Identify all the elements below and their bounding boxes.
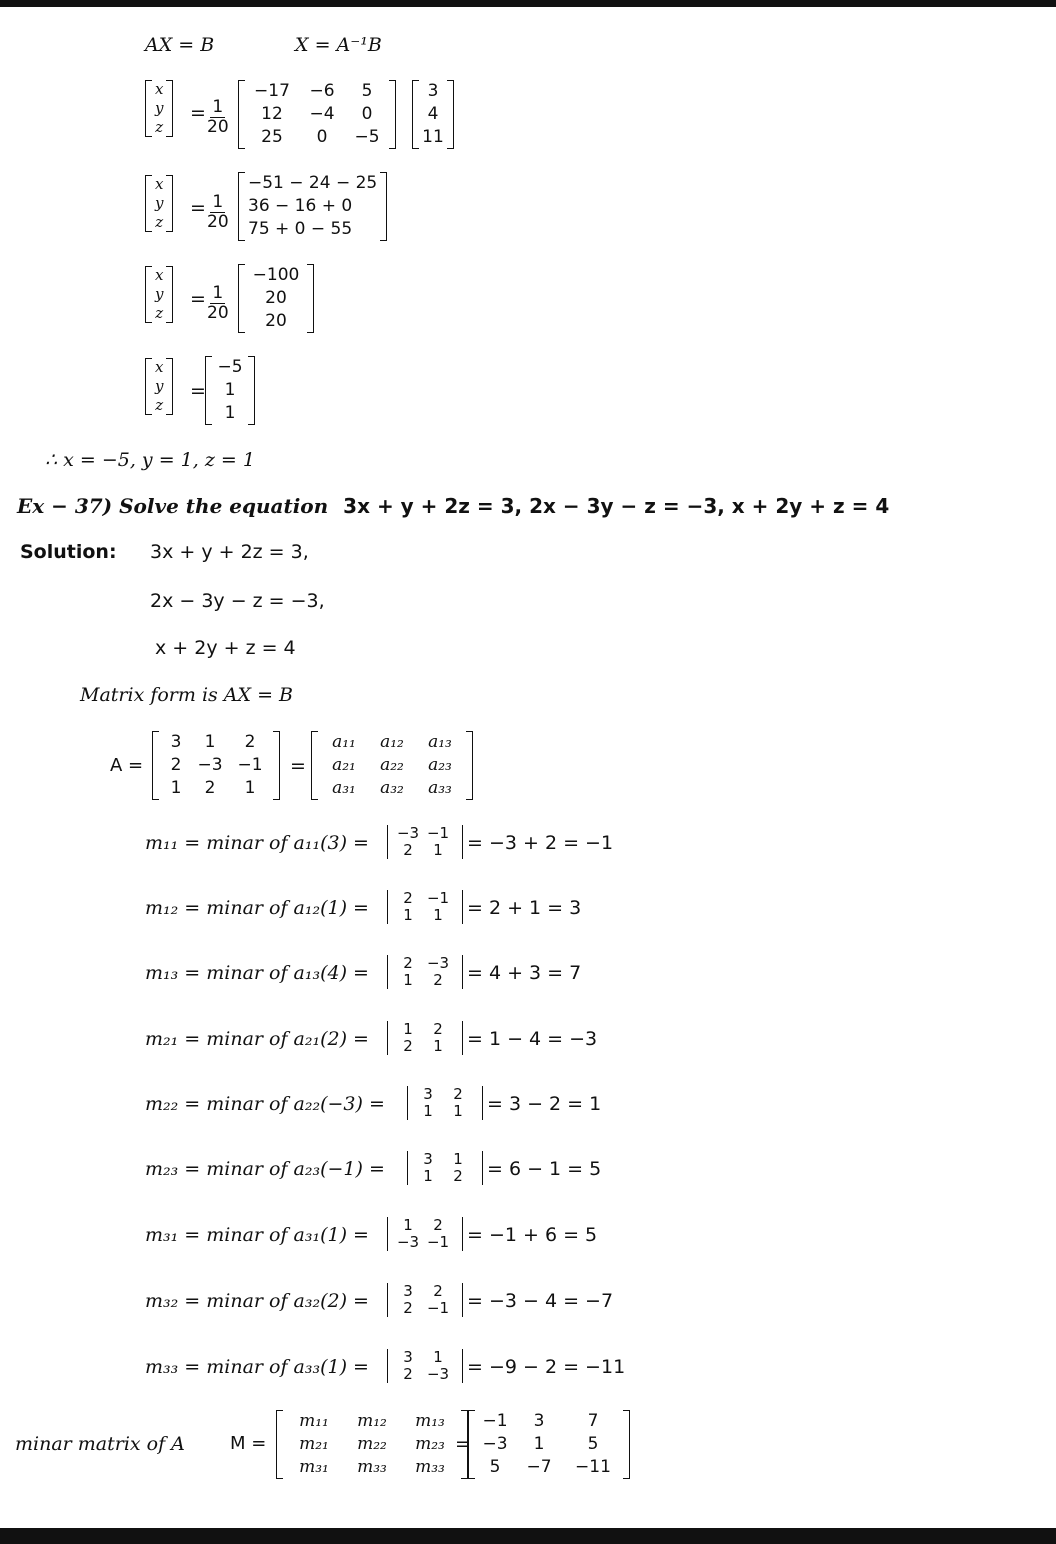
- matrix-cell: a₃₃: [428, 778, 452, 798]
- matrix-cell: a₁₃: [428, 732, 452, 752]
- matrix-cell: 3: [533, 1411, 545, 1431]
- equals-sign: =: [190, 102, 206, 124]
- determinant-cell: −3: [426, 954, 450, 972]
- column-entry: y: [155, 194, 164, 212]
- matrix-cell: 2: [204, 778, 216, 798]
- determinant-cell: 1: [423, 1167, 433, 1185]
- determinant-cell: 1: [433, 1348, 443, 1366]
- column-entry: y: [155, 285, 164, 303]
- fraction-1-20: $\frac{1}{20}$: [207, 283, 229, 323]
- fraction-1-20: $\frac{1}{20}$: [207, 97, 229, 137]
- minor-determinant: [387, 890, 463, 924]
- solution-label: Solution:: [20, 541, 117, 563]
- column-entry: 3: [427, 81, 439, 101]
- equals-sign: =: [190, 197, 206, 219]
- determinant-cell: 2: [403, 1299, 413, 1317]
- determinant-cell: 2: [433, 1282, 443, 1300]
- matrix-cell: 3: [170, 732, 182, 752]
- determinant-cell: 1: [403, 1216, 413, 1234]
- minor-lhs: m₂₃ = minar of a₂₃(−1) =: [145, 1158, 385, 1180]
- equals-sign: =: [190, 288, 206, 310]
- minor-lhs: m₁₃ = minar of a₁₃(4) =: [145, 962, 369, 984]
- determinant-cell: 2: [433, 1020, 443, 1038]
- determinant-cell: 2: [403, 889, 413, 907]
- minor-determinant: [387, 1283, 463, 1317]
- determinant-cell: 2: [453, 1085, 463, 1103]
- minor-lhs: m₃₂ = minar of a₃₂(2) =: [145, 1290, 369, 1312]
- minor-rhs: = 4 + 3 = 7: [467, 962, 582, 984]
- m-label: M =: [230, 1433, 267, 1454]
- matrix-cell: m₃₃: [415, 1457, 445, 1477]
- matrix-cell: 12: [261, 104, 283, 124]
- determinant-cell: −1: [426, 889, 450, 907]
- matrix-cell: m₂₃: [415, 1434, 445, 1454]
- minor-lhs: m₂₁ = minar of a₂₁(2) =: [145, 1028, 369, 1050]
- solution-equation-1: 3x + y + 2z = 3,: [150, 541, 309, 563]
- determinant-cell: 1: [433, 906, 443, 924]
- column-entry: 1: [224, 403, 236, 423]
- determinant-cell: −3: [396, 824, 420, 842]
- adjoint-matrix: [238, 80, 396, 149]
- minor-rhs: = −3 + 2 = −1: [467, 832, 614, 854]
- matrix-cell: m₂₁: [299, 1434, 329, 1454]
- matrix-cell: 2: [170, 755, 182, 775]
- minor-determinant: [387, 1217, 463, 1251]
- solution-column: [205, 356, 255, 425]
- determinant-cell: 1: [403, 906, 413, 924]
- b-vector: [412, 80, 454, 149]
- minor-lhs: m₁₂ = minar of a₁₂(1) =: [145, 897, 369, 919]
- matrix-cell: −3: [482, 1434, 508, 1454]
- fraction-1-20: $\frac{1}{20}$: [207, 192, 229, 232]
- equals-sign: =: [455, 1433, 471, 1455]
- matrix-cell: 5: [489, 1457, 501, 1477]
- matrix-a-values: [152, 731, 280, 800]
- bottom-border: [0, 1528, 1056, 1544]
- determinant-cell: −3: [396, 1233, 420, 1251]
- matrix-cell: 1: [170, 778, 182, 798]
- xyz-vector-2: [145, 175, 173, 232]
- matrix-a-label: A =: [110, 755, 144, 776]
- determinant-cell: 1: [453, 1150, 463, 1168]
- matrix-cell: −6: [309, 81, 335, 101]
- determinant-cell: −1: [426, 1299, 450, 1317]
- solution-equation-2: 2x − 3y − z = −3,: [150, 590, 325, 612]
- column-entry: 75 + 0 − 55: [248, 219, 353, 239]
- determinant-cell: 2: [403, 841, 413, 859]
- equals-sign: =: [190, 380, 206, 402]
- example-heading: Ex − 37) Solve the equation 3x + y + 2z = 3, 2x − 3y − z = −3, x + 2y + z = 4: [17, 494, 890, 518]
- determinant-cell: 1: [403, 1020, 413, 1038]
- matrix-cell: 0: [361, 104, 373, 124]
- determinant-cell: 2: [433, 1216, 443, 1234]
- matrix-cell: m₁₃: [415, 1411, 445, 1431]
- minor-rhs: = 6 − 1 = 5: [487, 1158, 602, 1180]
- matrix-cell: m₃₃: [357, 1457, 387, 1477]
- column-entry: 20: [265, 288, 287, 308]
- minor-determinant: [387, 1021, 463, 1055]
- determinant-cell: 2: [403, 954, 413, 972]
- matrix-cell: −5: [354, 127, 380, 147]
- matrix-cell: a₂₂: [380, 755, 404, 775]
- minor-determinant: [407, 1151, 483, 1185]
- matrix-cell: a₂₁: [332, 755, 356, 775]
- column-entry: x: [155, 266, 164, 284]
- column-entry: z: [155, 118, 164, 136]
- matrix-cell: 7: [587, 1411, 599, 1431]
- column-entry: x: [155, 358, 164, 376]
- equation-x-inverse: X = A⁻¹B: [295, 34, 382, 56]
- column-entry: 20: [265, 311, 287, 331]
- determinant-cell: 2: [453, 1167, 463, 1185]
- matrix-cell: a₃₁: [332, 778, 356, 798]
- minor-lhs: m₁₁ = minar of a₁₁(3) =: [145, 832, 369, 854]
- determinant-cell: 1: [433, 841, 443, 859]
- determinant-cell: 2: [403, 1037, 413, 1055]
- determinant-cell: 2: [403, 1365, 413, 1383]
- matrix-cell: 1: [244, 778, 256, 798]
- matrix-cell: a₁₂: [380, 732, 404, 752]
- matrix-cell: m₃₁: [299, 1457, 329, 1477]
- equals-sign: =: [290, 755, 306, 777]
- matrix-cell: 25: [261, 127, 283, 147]
- xyz-vector-1: [145, 80, 173, 137]
- determinant-cell: 3: [423, 1150, 433, 1168]
- minor-rhs: = 3 − 2 = 1: [487, 1093, 602, 1115]
- matrix-cell: −17: [254, 81, 290, 101]
- minor-determinant: [407, 1086, 483, 1120]
- determinant-cell: −1: [426, 1233, 450, 1251]
- column-entry: 11: [422, 127, 444, 147]
- determinant-cell: 3: [423, 1085, 433, 1103]
- matrix-cell: 1: [533, 1434, 545, 1454]
- matrix-cell: −1: [482, 1411, 508, 1431]
- column-entry: x: [155, 80, 164, 98]
- matrix-cell: 1: [204, 732, 216, 752]
- matrix-cell: 0: [316, 127, 328, 147]
- matrix-cell: a₃₂: [380, 778, 404, 798]
- matrix-cell: m₁₂: [357, 1411, 387, 1431]
- matrix-cell: −3: [197, 755, 223, 775]
- xyz-vector-4: [145, 358, 173, 415]
- minor-rhs: = 1 − 4 = −3: [467, 1028, 598, 1050]
- matrix-cell: a₁₁: [332, 732, 356, 752]
- column-entry: 4: [427, 104, 439, 124]
- column-entry: −100: [252, 265, 300, 285]
- column-entry: z: [155, 213, 164, 231]
- matrix-cell: −1: [237, 755, 263, 775]
- determinant-cell: 3: [403, 1282, 413, 1300]
- determinant-cell: 3: [403, 1348, 413, 1366]
- column-entry: −5: [217, 357, 243, 377]
- solution-equation-3: x + 2y + z = 4: [155, 637, 296, 659]
- minor-rhs: = 2 + 1 = 3: [467, 897, 582, 919]
- minor-rhs: = −9 − 2 = −11: [467, 1356, 626, 1378]
- product-column-expanded: [238, 172, 387, 241]
- column-entry: y: [155, 377, 164, 395]
- minor-rhs: = −3 − 4 = −7: [467, 1290, 614, 1312]
- column-entry: z: [155, 396, 164, 414]
- column-entry: 1: [224, 380, 236, 400]
- matrix-cell: −7: [526, 1457, 552, 1477]
- matrix-cell: m₂₂: [357, 1434, 387, 1454]
- matrix-cell: 5: [361, 81, 373, 101]
- matrix-cell: 5: [587, 1434, 599, 1454]
- column-entry: 36 − 16 + 0: [248, 196, 353, 216]
- minor-rhs: = −1 + 6 = 5: [467, 1224, 598, 1246]
- minor-lhs: m₂₂ = minar of a₂₂(−3) =: [145, 1093, 385, 1115]
- determinant-cell: 1: [403, 971, 413, 989]
- determinant-cell: 1: [453, 1102, 463, 1120]
- minor-value-matrix: [468, 1410, 630, 1479]
- xyz-vector-3: [145, 266, 173, 323]
- determinant-cell: 2: [433, 971, 443, 989]
- matrix-cell: a₂₃: [428, 755, 452, 775]
- matrix-a-symbols: [311, 731, 473, 800]
- matrix-form-line: Matrix form is AX = B: [80, 684, 294, 706]
- minor-symbol-matrix: [276, 1410, 468, 1479]
- column-entry: y: [155, 99, 164, 117]
- matrix-cell: m₁₁: [299, 1411, 329, 1431]
- determinant-cell: 1: [433, 1037, 443, 1055]
- determinant-cell: −1: [426, 824, 450, 842]
- minor-lhs: m₃₃ = minar of a₃₃(1) =: [145, 1356, 369, 1378]
- matrix-cell: 2: [244, 732, 256, 752]
- minor-lhs: m₃₁ = minar of a₃₁(1) =: [145, 1224, 369, 1246]
- minor-matrix-label: minar matrix of A: [15, 1433, 185, 1455]
- column-entry: −51 − 24 − 25: [248, 173, 378, 193]
- minor-determinant: [387, 825, 463, 859]
- determinant-cell: −3: [426, 1365, 450, 1383]
- product-column: [238, 264, 314, 333]
- top-border: [0, 0, 1056, 7]
- minor-determinant: [387, 955, 463, 989]
- determinant-cell: 1: [423, 1102, 433, 1120]
- minor-determinant: [387, 1349, 463, 1383]
- result-line: ∴ x = −5, y = 1, z = 1: [45, 449, 255, 471]
- column-entry: x: [155, 175, 164, 193]
- matrix-cell: −11: [575, 1457, 611, 1477]
- equation-ax-b: AX = B: [145, 34, 215, 56]
- matrix-cell: −4: [309, 104, 335, 124]
- column-entry: z: [155, 304, 164, 322]
